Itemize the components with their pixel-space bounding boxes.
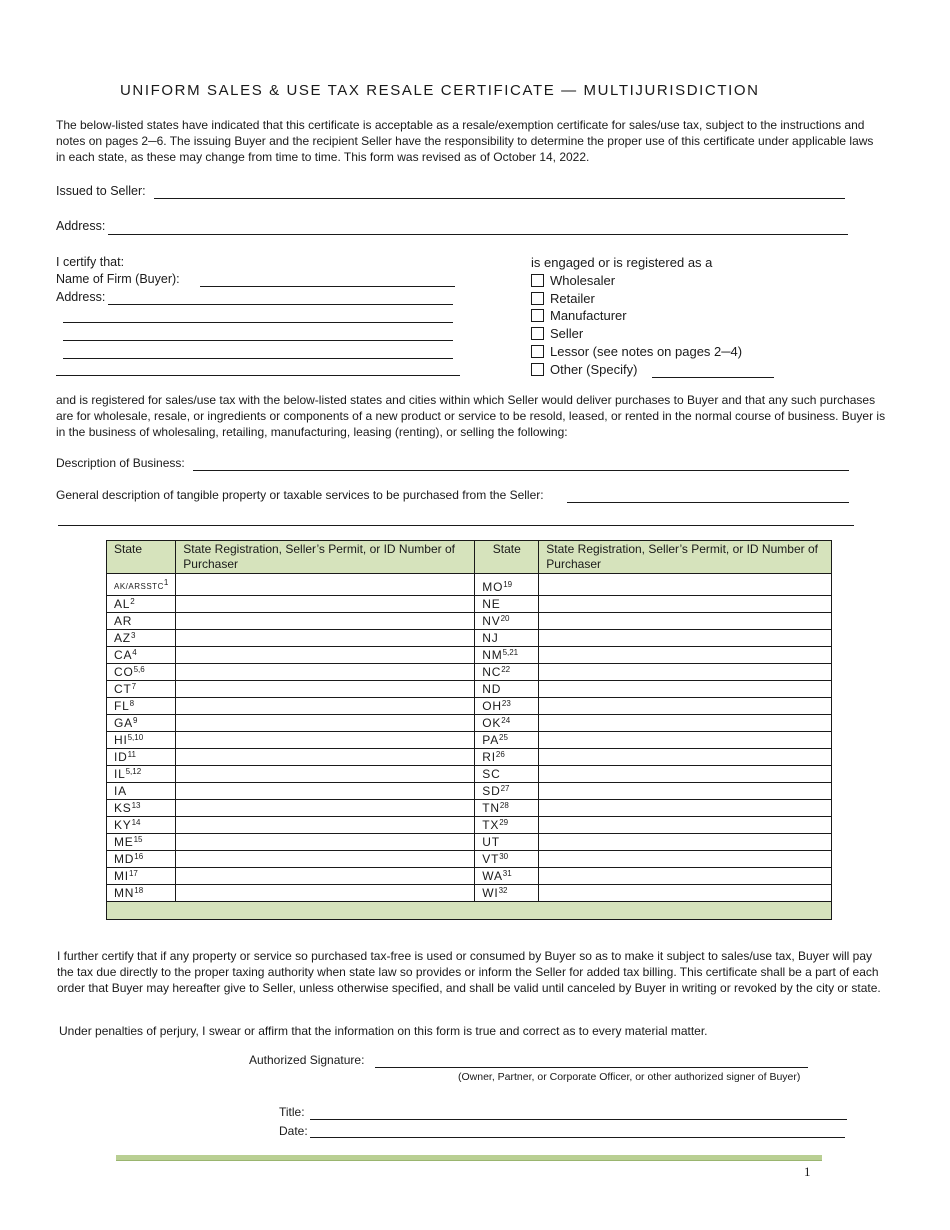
state-code: GA <box>114 716 133 730</box>
buyer-address-field-1[interactable] <box>108 304 453 305</box>
right-registration-field[interactable] <box>539 698 832 715</box>
state-code: MO <box>482 580 504 594</box>
state-code: MI <box>114 869 129 883</box>
right-state-cell <box>475 868 539 885</box>
table-row <box>107 766 832 783</box>
left-state-cell <box>107 647 176 664</box>
right-state-cell <box>475 885 539 902</box>
left-state-cell <box>107 766 176 783</box>
checkbox[interactable] <box>531 363 544 376</box>
table-header-row <box>107 541 832 574</box>
right-registration-field[interactable] <box>539 817 832 834</box>
left-registration-field[interactable] <box>176 851 475 868</box>
table-row <box>107 698 832 715</box>
certify-label: I certify that: <box>56 255 125 269</box>
state-code: VT <box>482 852 500 866</box>
table-row <box>107 596 832 613</box>
left-state-cell <box>107 851 176 868</box>
footnote-ref: 11 <box>127 750 136 759</box>
table-row <box>107 715 832 732</box>
right-state-cell <box>475 698 539 715</box>
left-state-cell <box>107 732 176 749</box>
option-label: Lessor (see notes on pages 2─4) <box>550 344 743 359</box>
right-registration-field[interactable] <box>539 868 832 885</box>
buyer-address-field-4[interactable] <box>63 358 453 359</box>
left-registration-field[interactable] <box>176 885 475 902</box>
right-registration-field[interactable] <box>539 800 832 817</box>
description-of-business-field[interactable] <box>193 470 849 471</box>
option-wholesaler[interactable] <box>531 273 615 288</box>
right-state-cell <box>475 834 539 851</box>
authorized-signature-label: Authorized Signature: <box>249 1053 365 1067</box>
right-state-cell <box>475 681 539 698</box>
footnote-ref: 16 <box>134 852 144 861</box>
checkbox[interactable] <box>531 327 544 340</box>
footnote-ref: 8 <box>129 699 135 708</box>
right-registration-field[interactable] <box>539 749 832 766</box>
date-field[interactable] <box>310 1137 845 1138</box>
state-code: AL <box>114 597 131 611</box>
left-state-cell <box>107 800 176 817</box>
issued-to-seller-label: Issued to Seller: <box>56 184 146 198</box>
footnote-ref: 32 <box>498 886 508 895</box>
left-registration-field[interactable] <box>176 647 475 664</box>
footnote-ref: 5,12 <box>125 767 142 776</box>
left-state-cell <box>107 834 176 851</box>
footnote-ref: 31 <box>502 869 512 878</box>
footnote-ref: 7 <box>131 682 137 691</box>
table-row <box>107 749 832 766</box>
right-state-cell <box>475 715 539 732</box>
right-registration-field[interactable] <box>539 574 832 596</box>
left-registration-field[interactable] <box>176 630 475 647</box>
state-code: NC <box>482 665 502 679</box>
right-registration-field[interactable] <box>539 647 832 664</box>
left-state-cell <box>107 885 176 902</box>
left-registration-field[interactable] <box>176 783 475 800</box>
left-state-cell <box>107 698 176 715</box>
state-code: CA <box>114 648 133 662</box>
right-state-cell <box>475 664 539 681</box>
option-lessor[interactable] <box>531 344 742 359</box>
table-row <box>107 868 832 885</box>
table-row <box>107 783 832 800</box>
footnote-ref: 5,21 <box>502 648 519 657</box>
left-registration-field[interactable] <box>176 698 475 715</box>
state-code: UT <box>482 835 500 849</box>
other-specify-field[interactable] <box>652 377 774 378</box>
left-registration-field[interactable] <box>176 749 475 766</box>
footnote-ref: 1 <box>163 578 169 587</box>
checkbox[interactable] <box>531 309 544 322</box>
footnote-ref: 3 <box>130 631 136 640</box>
option-label: Seller <box>550 326 584 341</box>
footnote-ref: 15 <box>133 835 143 844</box>
state-code: ND <box>482 682 502 696</box>
table-row <box>107 630 832 647</box>
option-other[interactable] <box>531 362 637 377</box>
table-row <box>107 647 832 664</box>
state-code: IL <box>114 767 126 781</box>
right-registration-field[interactable] <box>539 664 832 681</box>
left-registration-field[interactable] <box>176 574 475 596</box>
footnote-ref: 13 <box>131 801 141 810</box>
footnote-ref: 23 <box>501 699 511 708</box>
footnote-ref: 25 <box>499 733 508 742</box>
state-code: ID <box>114 750 128 764</box>
state-code: WI <box>482 886 499 900</box>
footnote-ref: 24 <box>501 716 511 725</box>
table-row <box>107 817 832 834</box>
state-code: AR <box>114 614 133 628</box>
seller-address-label: Address: <box>56 219 106 233</box>
table-row <box>107 664 832 681</box>
footnote-ref: 20 <box>500 614 510 623</box>
option-manufacturer[interactable] <box>531 308 627 323</box>
left-state-cell <box>107 574 176 596</box>
registration-column-header: State Registration, Seller’s Permit, or ID Number of Purchaser <box>176 541 475 574</box>
state-code: AK/ARSSTC <box>114 582 164 591</box>
right-state-cell <box>475 596 539 613</box>
seller-address-field[interactable] <box>108 234 848 235</box>
state-code: HI <box>114 733 128 747</box>
table-row <box>107 574 832 596</box>
state-code: SC <box>482 767 501 781</box>
left-registration-field[interactable] <box>176 817 475 834</box>
state-code: NM <box>482 648 503 662</box>
right-state-cell <box>475 766 539 783</box>
state-code: AZ <box>114 631 131 645</box>
registration-column-header-right: State Registration, Seller’s Permit, or ID Number of Purchaser <box>539 541 832 574</box>
table-row <box>107 800 832 817</box>
state-code: FL <box>114 699 130 713</box>
right-registration-field[interactable] <box>539 596 832 613</box>
left-state-cell <box>107 715 176 732</box>
buyer-address-field-2[interactable] <box>63 322 453 323</box>
state-code: OH <box>482 699 502 713</box>
state-code: CO <box>114 665 134 679</box>
left-registration-field[interactable] <box>176 834 475 851</box>
table-footer-cell <box>107 902 832 920</box>
title-field[interactable] <box>310 1119 847 1120</box>
buyer-address-field-5[interactable] <box>56 375 460 376</box>
left-state-cell <box>107 749 176 766</box>
option-label: Retailer <box>550 291 595 306</box>
state-column-header: State <box>107 541 176 574</box>
table-row <box>107 885 832 902</box>
footnote-ref: 19 <box>503 580 513 589</box>
state-code: MD <box>114 852 135 866</box>
title-label: Title: <box>279 1105 305 1119</box>
table-row <box>107 613 832 630</box>
date-label: Date: <box>279 1124 308 1138</box>
state-code: KS <box>114 801 132 815</box>
left-registration-field[interactable] <box>176 715 475 732</box>
footer-divider <box>116 1155 822 1161</box>
intro-paragraph: The below-listed states have indicated that this certificate is acceptable as a resale/exemption certificate for sales/use tax, subject to the instructions and notes on pages 2─6. The issuing Buyer and the recipient Seller have the responsibility to determine the proper use of this certificate under applicable laws in each state, as these may change from time to time. This form was revised as of October 14, 2022. <box>56 118 874 164</box>
left-state-cell <box>107 817 176 834</box>
left-state-cell <box>107 664 176 681</box>
footnote-ref: 26 <box>495 750 505 759</box>
issued-to-seller-field[interactable] <box>154 198 845 199</box>
checkbox[interactable] <box>531 274 544 287</box>
table-row <box>107 732 832 749</box>
right-registration-field[interactable] <box>539 766 832 783</box>
footnote-ref: 17 <box>128 869 138 878</box>
authorized-signature-field[interactable] <box>375 1067 808 1068</box>
state-column-header-right: State <box>475 541 539 574</box>
footnote-ref: 28 <box>499 801 509 810</box>
right-state-cell <box>475 749 539 766</box>
right-registration-field[interactable] <box>539 681 832 698</box>
right-state-cell <box>475 647 539 664</box>
footnote-ref: 22 <box>501 665 511 674</box>
left-state-cell <box>107 868 176 885</box>
engaged-label: is engaged or is registered as a <box>531 255 713 270</box>
state-code: WA <box>482 869 503 883</box>
footnote-ref: 27 <box>500 784 510 793</box>
signature-note: (Owner, Partner, or Corporate Officer, or other authorized signer of Buyer) <box>458 1071 801 1083</box>
right-registration-field[interactable] <box>539 834 832 851</box>
page-title: UNIFORM SALES & USE TAX RESALE CERTIFICATE — MULTIJURISDICTION <box>120 82 760 99</box>
left-registration-field[interactable] <box>176 800 475 817</box>
left-registration-field[interactable] <box>176 664 475 681</box>
buyer-address-label: Address: <box>56 290 106 304</box>
left-state-cell <box>107 613 176 630</box>
right-registration-field[interactable] <box>539 613 832 630</box>
right-registration-field[interactable] <box>539 732 832 749</box>
state-code: TN <box>482 801 500 815</box>
state-code: PA <box>482 733 500 747</box>
firm-name-field[interactable] <box>200 286 455 287</box>
option-label: Wholesaler <box>550 273 616 288</box>
footnote-ref: 4 <box>132 648 137 657</box>
general-description-field-1[interactable] <box>567 502 849 503</box>
state-code: CT <box>114 682 132 696</box>
footnote-ref: 2 <box>130 597 135 606</box>
page-number: 1 <box>804 1164 811 1179</box>
checkbox[interactable] <box>531 345 544 358</box>
state-code: NE <box>482 597 501 611</box>
buyer-address-field-3[interactable] <box>63 340 453 341</box>
left-registration-field[interactable] <box>176 732 475 749</box>
state-code: SD <box>482 784 501 798</box>
state-code: ME <box>114 835 134 849</box>
right-state-cell <box>475 783 539 800</box>
footnote-ref: 29 <box>499 818 509 827</box>
firm-name-label: Name of Firm (Buyer): <box>56 272 180 286</box>
left-state-cell <box>107 630 176 647</box>
right-state-cell <box>475 613 539 630</box>
general-description-field-2[interactable] <box>58 525 854 526</box>
state-code: KY <box>114 818 132 832</box>
state-code: NJ <box>482 631 499 645</box>
left-state-cell <box>107 681 176 698</box>
right-registration-field[interactable] <box>539 885 832 902</box>
state-code: MN <box>114 886 135 900</box>
right-registration-field[interactable] <box>539 715 832 732</box>
left-registration-field[interactable] <box>176 596 475 613</box>
right-state-cell <box>475 817 539 834</box>
checkbox[interactable] <box>531 292 544 305</box>
option-seller[interactable] <box>531 326 583 341</box>
right-state-cell <box>475 630 539 647</box>
right-registration-field[interactable] <box>539 851 832 868</box>
option-retailer[interactable] <box>531 291 595 306</box>
option-label: Manufacturer <box>550 308 627 323</box>
option-label: Other (Specify) <box>550 362 638 377</box>
state-code: RI <box>482 750 496 764</box>
left-state-cell <box>107 783 176 800</box>
table-row <box>107 681 832 698</box>
footnote-ref: 14 <box>131 818 141 827</box>
footnote-ref: 5,6 <box>133 665 145 674</box>
left-registration-field[interactable] <box>176 681 475 698</box>
state-code: TX <box>482 818 500 832</box>
footnote-ref: 18 <box>134 886 144 895</box>
right-state-cell <box>475 851 539 868</box>
right-registration-field[interactable] <box>539 783 832 800</box>
right-state-cell <box>475 800 539 817</box>
right-registration-field[interactable] <box>539 630 832 647</box>
certify-paragraph: I further certify that if any property or service so purchased tax-free is used or consumed by Buyer so as to make it subject to sales/use tax, Buyer will pay the tax due directly to the proper taxing authority when state law so provides or inform the Seller for added tax billing. This certificate shall be a part of each order that Buyer may hereafter give to Seller, unless otherwise specified, and shall be valid until canceled by Buyer in writing or revoked by the city or state. <box>57 949 881 995</box>
left-registration-field[interactable] <box>176 613 475 630</box>
left-state-cell <box>107 596 176 613</box>
table-footer-row <box>107 902 832 920</box>
state-code: NV <box>482 614 501 628</box>
description-of-business-label: Description of Business: <box>56 456 185 470</box>
table-row <box>107 851 832 868</box>
registered-paragraph: and is registered for sales/use tax with the below-listed states and cities within which Seller would deliver purchases to Buyer and that any such purchases are for wholesale, resale, or ingredients or components of a new product or service to be resold, leased, or rented in the normal course of business. Buyer is in the business of wholesaling, retailing, manufacturing, leasing (renting), or selling the following: <box>56 393 886 439</box>
state-registration-table <box>106 540 832 920</box>
footnote-ref: 5,10 <box>127 733 144 742</box>
general-description-label: General description of tangible property or taxable services to be purchased from the Seller: <box>56 488 544 502</box>
state-code: OK <box>482 716 502 730</box>
right-state-cell <box>475 732 539 749</box>
footnote-ref: 30 <box>499 852 509 861</box>
right-state-cell <box>475 574 539 596</box>
state-code: IA <box>114 784 127 798</box>
footnote-ref: 9 <box>132 716 138 725</box>
left-registration-field[interactable] <box>176 868 475 885</box>
left-registration-field[interactable] <box>176 766 475 783</box>
table-row <box>107 834 832 851</box>
perjury-statement: Under penalties of perjury, I swear or affirm that the information on this form is true and correct as to every material matter. <box>59 1024 708 1038</box>
